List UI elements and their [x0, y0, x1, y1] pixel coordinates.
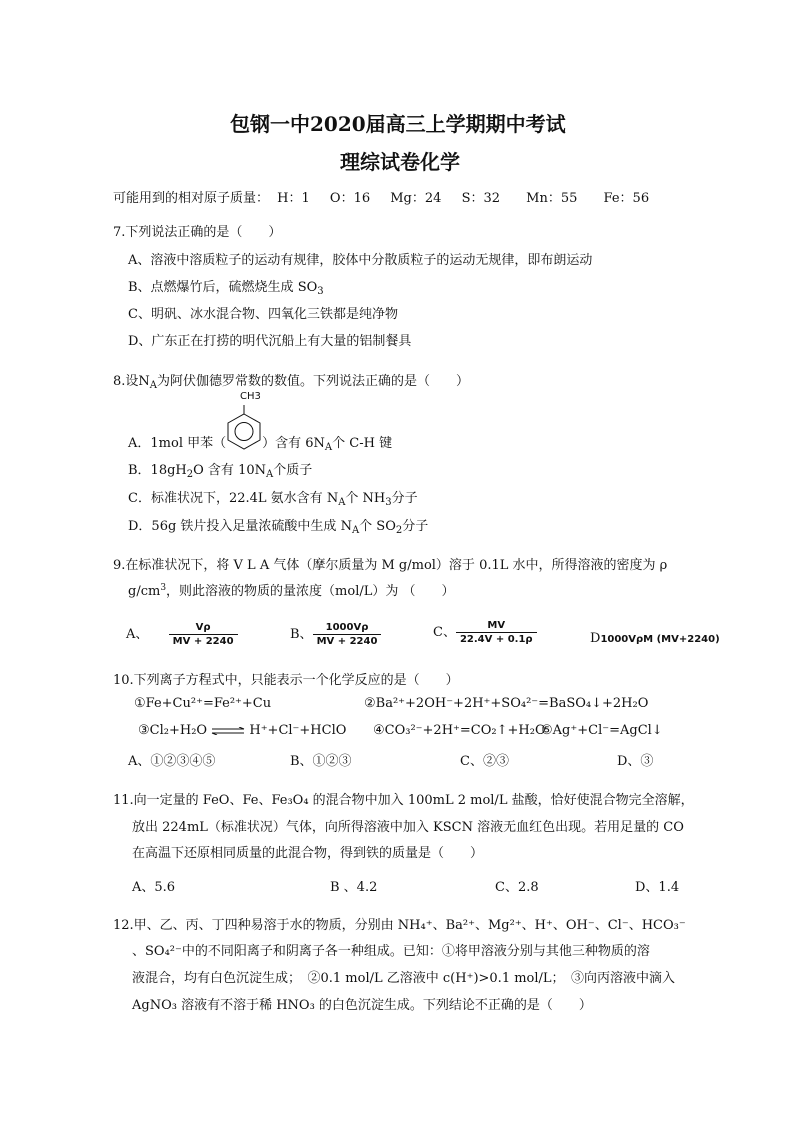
q11-stem-line3: 在高温下还原相同质量的此混合物，得到铁的质量是（ ） [132, 846, 484, 861]
q11-option-c: C、2.8 [495, 880, 539, 895]
q8-option-b-n: N [254, 463, 266, 478]
q9-option-b-fraction [313, 622, 382, 647]
q9-stem-line2 [128, 580, 455, 599]
mass-fe: Fe：56 [603, 191, 650, 206]
q11-stem-line1: 11.向一定量的 FeO、Fe、Fe₃O₄ 的混合物中加入 100mL 2 mol/L 盐酸，恰好使混合物完全溶解， [113, 793, 694, 808]
q8-option-c-sub3: 3 [385, 497, 392, 508]
q9-option-b-label: B、 [290, 627, 313, 642]
q7-option-b-formula: SO [297, 280, 318, 295]
q10-reaction-3 [138, 723, 346, 738]
q9-option-c-label: C、 [433, 625, 456, 640]
q8-option-b-pre: B．18gH [128, 463, 187, 478]
q8-option-b [128, 459, 312, 478]
q8-option-a-tail: 个 C-H 键 [332, 436, 393, 451]
q9-option-a-label: A、 [126, 627, 149, 642]
q8-option-a [128, 432, 392, 451]
q8-option-d-pre: D．56g 铁片投入足量浓硫酸中生成 [128, 519, 337, 534]
mass-mn: Mn：55 [526, 191, 578, 206]
q10-option-a: A、①②③④⑤ [128, 754, 216, 769]
q11-option-d: D、1.4 [635, 880, 680, 895]
q8-option-c-tail: 分子 [391, 491, 418, 506]
q9-line2-post: ，则此溶液的物质的量浓度（mol/L）为 （ ） [166, 584, 455, 599]
q9-line2-sup: 3 [160, 583, 167, 593]
q9-c-denominator: 22.4V + 0.1ρ [459, 634, 533, 645]
q10-reaction-2: ②Ba²⁺+2OH⁻+2H⁺+SO₄²⁻=BaSO₄↓+2H₂O [364, 696, 649, 711]
q8-stem-pre: 8.设 [113, 374, 139, 389]
q12-stem-line1: 12.甲、乙、丙、丁四种易溶于水的物质，分别由 NH₄⁺、Ba²⁺、Mg²⁺、H⁺、OH⁻、Cl⁻、HCO₃⁻ [113, 918, 686, 933]
q11-option-a: A、5.6 [132, 880, 176, 895]
q9-b-numerator: 1000Vρ [313, 622, 382, 635]
q9-option-c [433, 620, 537, 645]
reversible-arrow-icon [211, 727, 245, 735]
q9-option-a [126, 622, 238, 647]
q8-option-d-sub2: 2 [395, 525, 403, 536]
q7-option-b [128, 276, 324, 295]
q10-reaction-3-left: ③Cl₂+H₂O [138, 723, 208, 738]
q8-option-b-tail: 个质子 [273, 463, 313, 478]
q8-option-a-pre: A．1mol 甲苯（ [128, 436, 227, 451]
q8-option-a-post: ）含有 6 [262, 436, 314, 451]
q8-option-a-nsub: A [324, 442, 333, 453]
mass-s: S：32 [461, 191, 501, 206]
q10-reaction-1: ①Fe+Cu²⁺=Fe²⁺+Cu [134, 696, 272, 711]
q8-stem-post: 为阿伏伽德罗常数的数值。下列说法正确的是（ ） [157, 374, 470, 389]
q9-a-denominator: MV + 2240 [172, 636, 234, 647]
q8-option-c-mid: 个 NH [345, 491, 386, 506]
q9-option-c-fraction [456, 620, 537, 645]
q9-option-d-expression: 1000VρM (MV+2240) [600, 634, 720, 645]
q9-option-d-label: D [590, 631, 601, 646]
q9-option-a-fraction [169, 622, 238, 647]
q8-option-b-sub2: 2 [186, 469, 194, 480]
page-title: 包钢一中2020届高三上学期期中考试 [230, 112, 566, 136]
q10-option-d: D、③ [617, 754, 654, 769]
q10-option-c: C、②③ [460, 754, 509, 769]
q8-option-d-nsub: A [351, 525, 360, 536]
page-subtitle: 理综试卷化学 [340, 150, 460, 174]
q10-option-b: B、①②③ [290, 754, 352, 769]
q12-stem-line2: 、SO₄²⁻中的不同阳离子和阴离子各一种组成。已知：①将甲溶液分别与其他三种物质的溶 [132, 944, 650, 959]
q8-option-d-tail: 分子 [402, 519, 429, 534]
toluene-ch3-label: CH3 [240, 391, 261, 402]
q7-option-c: C、明矾、冰水混合物、四氧化三铁都是纯净物 [128, 307, 398, 322]
q9-option-b [290, 622, 381, 647]
q10-stem: 10.下列离子方程式中，只能表示一个化学反应的是（ ） [113, 673, 459, 688]
q12-stem-line3: 液混合，均有白色沉淀生成； ②0.1 mol/L 乙溶液中 c(H⁺)>0.1 mol/L； ③向丙溶液中滴入 [132, 971, 676, 986]
mass-o: O：16 [329, 191, 371, 206]
q9-c-numerator: MV [456, 620, 537, 633]
q7-stem: 7.下列说法正确的是（ ） [113, 225, 282, 240]
q8-option-d [128, 515, 428, 534]
mass-mg: Mg：24 [390, 191, 442, 206]
q8-option-c-n: N [326, 491, 339, 506]
q8-stem-n: N [138, 374, 150, 389]
q9-line2-pre: g/cm [128, 584, 161, 599]
atomic-masses-label: 可能用到的相对原子质量： [113, 191, 270, 206]
q7-option-b-sub: 3 [317, 286, 324, 297]
q8-option-b-mid: O 含有 10 [193, 463, 255, 478]
q8-option-c-nsub: A [338, 497, 346, 508]
q8-option-d-mid: 个 SO [359, 519, 396, 534]
q10-reaction-5: ⑤Ag⁺+Cl⁻=AgCl↓ [541, 723, 663, 738]
q8-option-c [128, 487, 418, 506]
q8-option-d-n: N [340, 519, 352, 534]
q10-reaction-3-right: H⁺+Cl⁻+HClO [249, 723, 347, 738]
q8-option-a-n: N [313, 436, 325, 451]
q12-stem-line4: AgNO₃ 溶液有不溶于稀 HNO₃ 的白色沉淀生成。下列结论不正确的是（ ） [132, 998, 592, 1013]
q8-stem [113, 370, 469, 389]
q9-option-d [590, 631, 720, 646]
q8-option-c-pre: C．标准状况下，22.4L 氨水含有 [128, 491, 323, 506]
q9-a-numerator: Vρ [169, 622, 238, 635]
mass-h: H：1 [277, 191, 310, 206]
q8-option-b-nsub: A [265, 469, 274, 480]
q11-stem-line2: 放出 224mL（标准状况）气体，向所得溶液中加入 KSCN 溶液无血红色出现。若用足量的 CO [132, 820, 684, 835]
q9-stem-line1: 9.在标准状况下，将 V L A 气体（摩尔质量为 M g/mol）溶于 0.1L 水中，所得溶液的密度为 ρ [113, 558, 668, 573]
q7-option-d: D、广东正在打捞的明代沉船上有大量的铝制餐具 [128, 334, 412, 349]
q7-option-b-text: B、点燃爆竹后，硫燃烧生成 [128, 280, 294, 295]
q8-stem-nsub: A [149, 380, 158, 391]
q11-option-b: B 、4.2 [330, 880, 378, 895]
q7-option-a: A、溶液中溶质粒子的运动有规律，胶体中分散质粒子的运动无规律，即布朗运动 [128, 253, 593, 268]
q9-b-denominator: MV + 2240 [316, 636, 378, 647]
q10-reaction-4: ④CO₃²⁻+2H⁺=CO₂↑+H₂O [373, 723, 546, 738]
atomic-masses-line [113, 187, 649, 206]
